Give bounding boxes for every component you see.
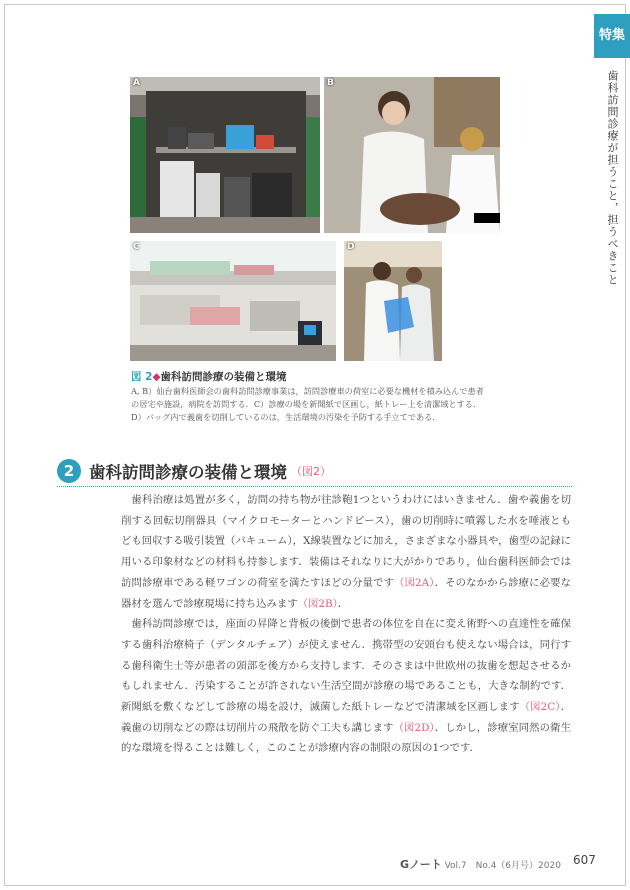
photo-label-b: B — [327, 78, 334, 88]
paragraph-1 — [121, 490, 571, 614]
caption-line: A, B）仙台歯科医師会の歯科訪問診療事業は，訪問診療車の荷室に必要な機材を積み込んで患者 — [131, 386, 484, 396]
paragraph-2 — [121, 614, 571, 759]
running-header-vertical: 歯科訪問診療が担うこと，担うべきこと — [606, 70, 619, 286]
journal-issue: Vol.7 No.4（6月号）2020 — [444, 861, 561, 871]
caption-line: D）バッグ内で義歯を切削しているのは，生活環境の汚染を予防する手立てである． — [131, 412, 441, 422]
photo-b-home-visit — [324, 77, 500, 233]
photo-d-denture-bag — [344, 241, 442, 361]
page-number: 607 — [573, 853, 596, 867]
figure-caption-body — [131, 385, 511, 424]
text-span: ．そのなかから診療に必要な器材を選んで診療現場に持ち込みます — [121, 576, 571, 610]
section-title: 歯科訪問診療の装備と環境 — [89, 463, 287, 482]
section-heading — [57, 458, 331, 484]
home-visit-illustration — [324, 77, 500, 233]
figure-ref-2c: （図2C） — [519, 701, 561, 714]
photo-label-c: C — [133, 242, 140, 252]
text-span: ．しかし，診療室同然の衛生的な環境を得ることは難しく，このことが診療内容の制限の原因の1つです． — [121, 721, 572, 755]
figure-caption-title — [131, 369, 287, 384]
body-text — [121, 490, 571, 759]
text-span: ．義歯の切削などの際は切削片の飛散を防ぐ工夫も講じます — [121, 701, 571, 734]
denture-bag-illustration — [344, 241, 442, 361]
photo-c-treatment-area — [130, 241, 336, 361]
figure-title: 歯科訪問診療の装備と環境 — [160, 371, 287, 383]
photo-a-van-cargo — [130, 77, 320, 233]
figure-ref-2b: （図2B） — [297, 597, 338, 610]
figure-ref-2a: （図2A） — [394, 576, 435, 589]
diamond-icon: ◆ — [152, 371, 161, 383]
photo-label-d: D — [347, 242, 355, 252]
section-figure-ref: （図2） — [291, 465, 331, 478]
section-divider — [57, 486, 572, 487]
photo-label-a: A — [133, 78, 140, 88]
text-span: 歯科治療は処置が多く，訪問の持ち物が往診鞄1つというわけにはいきません．歯や義歯を切削する回転切削器具（マイクロモーターとハンドピース），歯の切削時に噴霧した水を唾液ともども回収する吸引装置（バキューム），X線装置などに加え，さまざまな小器具や，歯型の記録に用いる印象材などの材料も持参します．装備はそれなりに大がかりであり，仙台歯科医師会では訪問診療車である軽ワゴンの荷室を満たすほどの分量です — [121, 494, 571, 589]
journal-brand: Gノート — [400, 858, 442, 871]
figure-ref-2d: （図2D） — [393, 721, 435, 734]
treatment-area-illustration — [130, 241, 336, 361]
figure-number: 図 2 — [131, 371, 153, 383]
section-tab: 特集 — [594, 14, 630, 58]
text-span: 歯科訪問診療では，座面の昇降と背板の後倒で患者の体位を自在に変え術野への直達性を確保する歯科治療椅子（デンタルチェア）が使えません．携帯型の安頭台も使えない場合は，同行する歯科衛生士等が患者の頭部を後方から支持します．そのさまは中世欧州の抜歯を想起させるかもしれません．汚染することが許されない生活空間が診療の場であることも，大きな制約です．新聞紙を敷くなどして診療の場を設け，滅菌した紙トレーなどで清潔域を区画します — [121, 618, 571, 714]
footer — [400, 856, 561, 872]
text-span: ． — [337, 597, 349, 610]
section-number-badge: 2 — [57, 459, 81, 483]
van-cargo-illustration — [130, 77, 320, 233]
caption-line: の居宅や施設，病院を訪問する．C）診療の場を新聞紙で区画し，紙トレー上を清潔域とする． — [131, 399, 482, 409]
